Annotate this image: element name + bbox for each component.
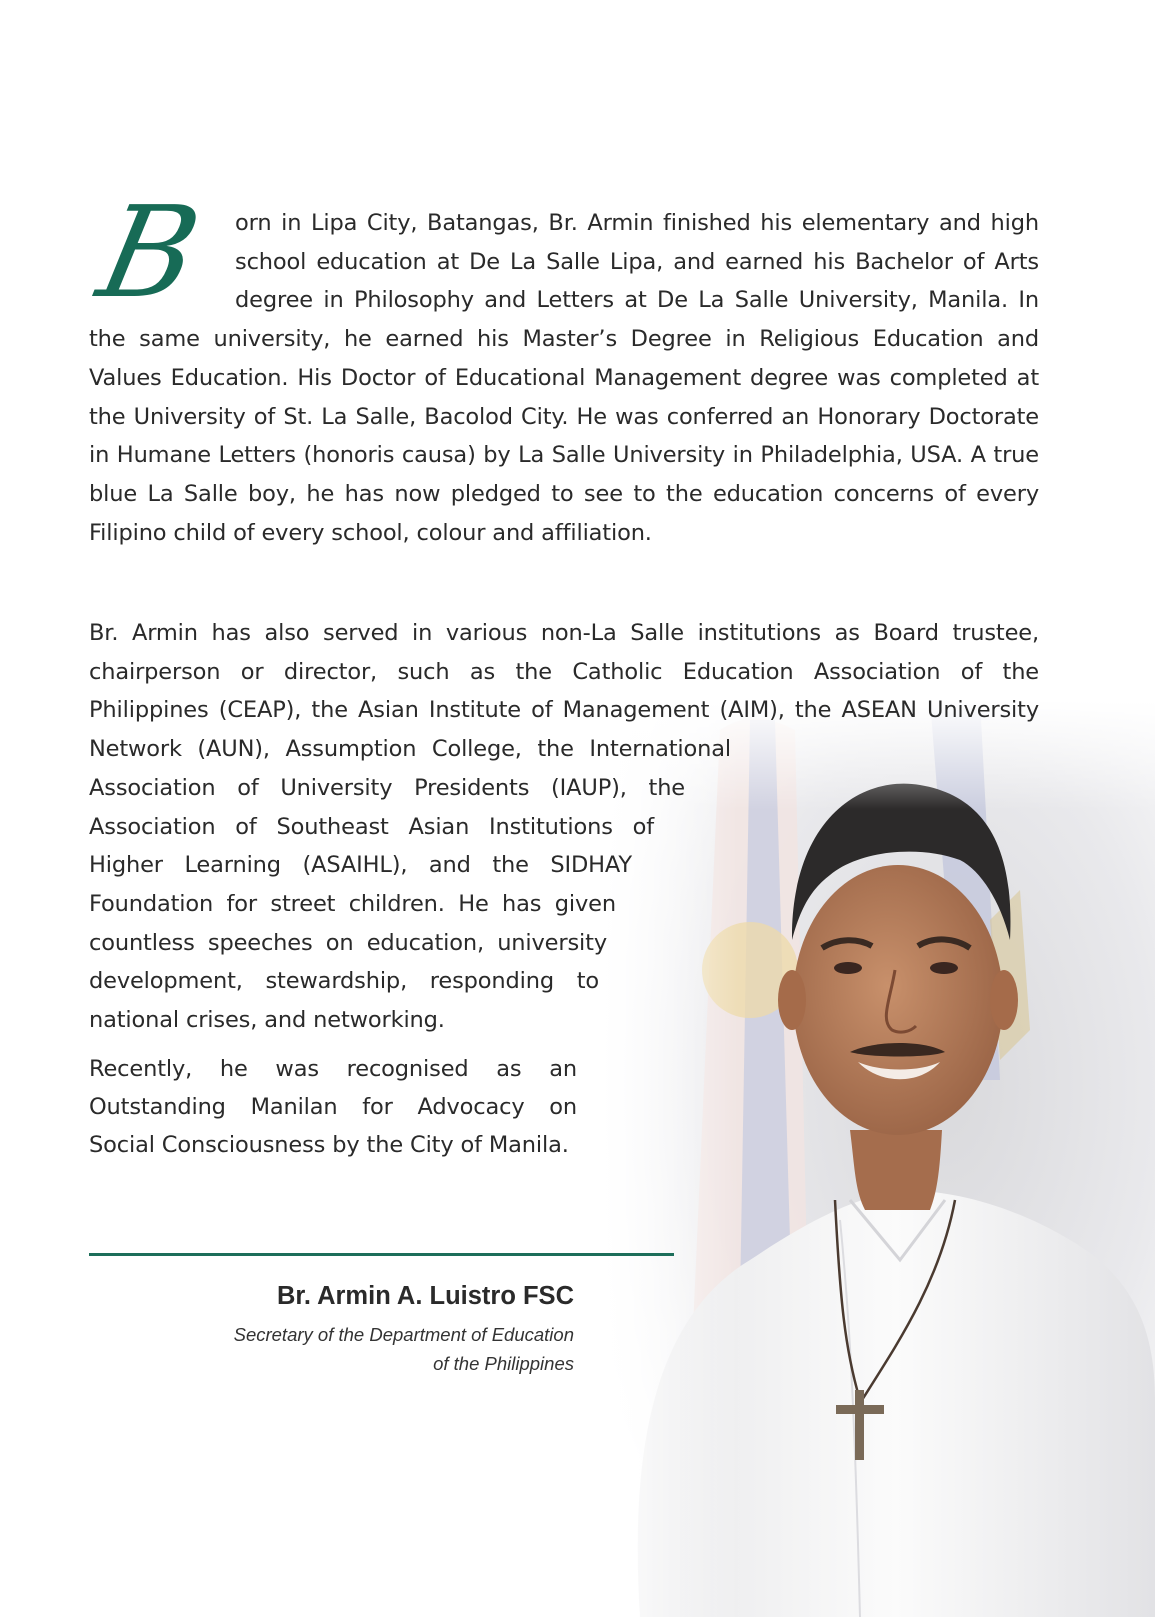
paragraph-service-line: countless speeches on education, university [89, 929, 607, 956]
paragraph-service [89, 614, 1039, 1040]
signature-role-line: of the Philippines [433, 1353, 574, 1374]
paragraph-service-line: development, stewardship, responding to [89, 968, 599, 995]
paragraph-service-line: chairperson or director, such as the Catholic Education Association of the [89, 658, 1039, 685]
paragraph-education-text: orn in Lipa City, Batangas, Br. Armin finished his elementary and high school education at De La Salle Lipa, and earned his Bachelor of Arts degree in Philosophy and Letters at De La Salle University, Manila. In the same university, he earned his Master’s Degree in Religious Education and Values Education. His Doctor of Educational Management degree was completed at the University of St. La Salle, Bacolod City. He was conferred an Honorary Doctorate in Humane Letters (honoris causa) by La Salle University in Philadelphia, USA. A true blue La Salle boy, he has now pledged to see to the education concerns of every Filipino child of every school, colour and affiliation. [89, 210, 1039, 546]
signature-role [160, 1320, 574, 1378]
paragraph-service-line: Network (AUN), Assumption College, the International [89, 736, 731, 763]
paragraph-service-line: Higher Learning (ASAIHL), and the SIDHAY [89, 852, 632, 879]
signature-name: Br. Armin A. Luistro FSC [276, 1282, 574, 1310]
paragraph-service-line: Association of University Presidents (IAUP), the [89, 774, 685, 801]
signature-role-line: Secretary of the Department of Education [233, 1324, 574, 1345]
paragraph-service-line: Foundation for street children. He has given [89, 890, 616, 917]
paragraph-recognition: Recently, he was recognised as an Outstanding Manilan for Advocacy on Social Consciousness by the City of Manila. [89, 1056, 577, 1158]
paragraph-service-line: Philippines (CEAP), the Asian Institute of Management (AIM), the ASEAN University [89, 697, 1039, 724]
drop-cap [85, 179, 235, 326]
paragraph-education [87, 179, 1039, 552]
paragraph-service-line: national crises, and networking. [89, 1007, 445, 1034]
drop-cap-letter: B [87, 179, 212, 326]
paragraph-service-line: Br. Armin has also served in various non-La Salle institutions as Board trustee, [89, 620, 1039, 646]
signature-divider [89, 1253, 674, 1256]
paragraph-service-line: Association of Southeast Asian Institutions of [89, 813, 654, 840]
